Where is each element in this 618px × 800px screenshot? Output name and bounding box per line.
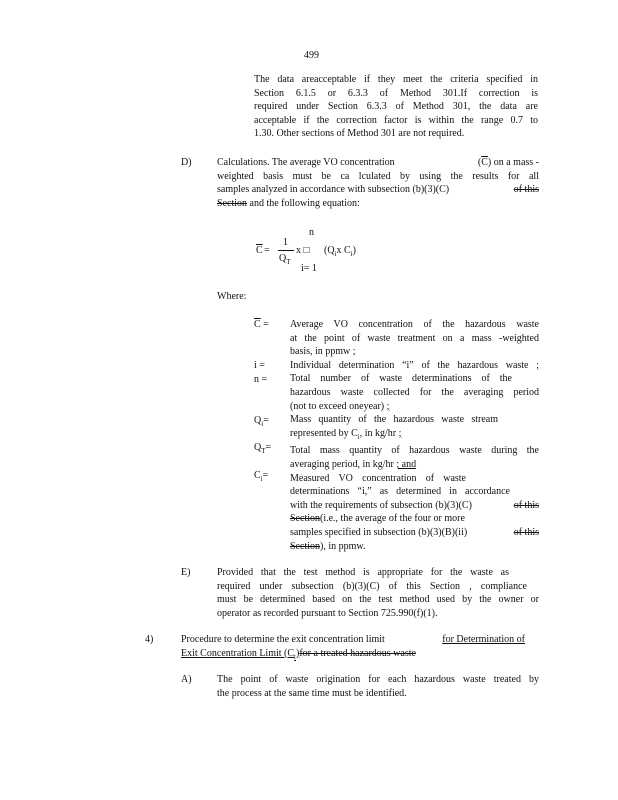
- struck-text: Section: [217, 197, 247, 209]
- paragraph-line: 1.30. Other sections of Method 301 are not required.: [254, 128, 465, 140]
- def-line: with the requirements of subsection (b)(3)(C) of this: [290, 499, 539, 511]
- item-d-label: D): [181, 157, 192, 168]
- paragraph-line: The data areacceptable if they meet the criteria specified in: [254, 74, 538, 85]
- equation-n: n: [309, 227, 314, 238]
- paragraph-data-acceptance: [254, 73, 538, 141]
- paragraph-line: required under Section 6.3.3 of Method 301, the data are: [254, 101, 538, 113]
- equation-c-bar: $\overline{C}$: [256, 245, 263, 256]
- def-line: Individual determination “i” of the hazardous waste ;: [290, 359, 539, 371]
- item-e-label: E): [181, 567, 191, 578]
- equation-denominator: $Q_T$: [279, 253, 291, 266]
- def-line: Section(i.e., the average of the four or more: [290, 513, 465, 525]
- equation-multiply-sum: x □: [296, 245, 310, 256]
- item-d-line: [217, 183, 539, 197]
- def-symbol-qt: $Q_T=$: [254, 442, 272, 455]
- item-d-text: Calculations. The average VO concentration: [217, 157, 395, 168]
- equation-equals: =: [264, 245, 270, 256]
- item-d-body: [217, 156, 539, 210]
- equation-sum-term: ($Q_ix$ $C_i$): [324, 245, 356, 258]
- struck-text: of this: [513, 526, 539, 538]
- def-symbol-ci: $C_i=$: [254, 470, 269, 483]
- item-4-label: 4): [145, 634, 154, 645]
- item-4-line: Procedure to determine the exit concentration limit for Determination of: [181, 634, 525, 645]
- def-line: Average VO concentration of the hazardous waste: [290, 319, 539, 330]
- item-d-line: [217, 197, 539, 211]
- item-d-paren-open: (: [477, 157, 482, 168]
- item-e-body: [217, 566, 539, 620]
- def-symbol-n: n =: [254, 374, 268, 385]
- page-number: 499: [304, 50, 319, 61]
- item-e-line: must be determined based on the test method used by the owner or: [217, 594, 539, 606]
- item-e-line: Provided that the test method is appropriate for the waste as: [217, 567, 509, 578]
- definitions-text: [290, 318, 539, 553]
- def-line: Section), in ppmw.: [290, 540, 366, 552]
- item-4-body: [181, 633, 525, 664]
- item-d-line: weighted basis must be ca lculated by using the results for all: [217, 170, 539, 182]
- equation-numerator: 1: [283, 237, 288, 248]
- fraction-bar: [278, 250, 294, 251]
- struck-text: for a treated hazardous waste: [299, 647, 416, 659]
- item-d-text: and the following equation:: [249, 197, 360, 209]
- item-e-line: required under subsection (b)(3)(C) of this Section , compliance: [217, 580, 527, 592]
- def-line: Mass quantity of the hazardous waste stream: [290, 414, 498, 426]
- item-d-paren-close: ) on a mass -: [487, 157, 539, 168]
- def-line: basis, in ppmw ;: [290, 346, 356, 358]
- paragraph-line: Section 6.1.5 or 6.3.3 of Method 301.If correction is: [254, 87, 538, 99]
- item-a-label: A): [181, 674, 192, 685]
- where-label: Where:: [217, 291, 247, 302]
- item-4-line: Exit Concentration Limit $(C_t)for$ a treated hazardous waste: [181, 647, 416, 661]
- def-symbol-cbar: $\overline{C}$ =: [254, 319, 269, 330]
- struck-text: Section: [290, 513, 320, 525]
- def-line: Total mass quantity of hazardous waste during the: [290, 445, 539, 457]
- item-d-cbar-group: [478, 156, 539, 170]
- def-line: Total number of waste determinations of the: [290, 373, 512, 385]
- item-a-line: The point of waste origination for each hazardous waste treated by: [217, 674, 539, 685]
- item-e-line: operator as recorded pursuant to Section 725.990(f)(1).: [217, 607, 438, 619]
- item-d-line: [217, 156, 539, 170]
- def-line: samples specified in subsection (b)(3)(B)(ii) of this: [290, 526, 539, 538]
- struck-text: of this: [513, 184, 539, 196]
- def-line: represented by $C_i$, in kg/hr ;: [290, 427, 402, 441]
- def-line: determinations “i,” as determined in accordance: [290, 486, 510, 498]
- def-line: (not to exceed oneyear) ;: [290, 400, 390, 412]
- def-line: hazardous waste collected for the averaging period: [290, 386, 539, 398]
- equation-lower-limit: i= 1: [301, 263, 317, 274]
- def-symbol-qi: $Q_i=$: [254, 415, 269, 428]
- equation: [254, 226, 374, 276]
- struck-text: of this: [513, 499, 539, 511]
- item-a-line: the process at the same time must be identified.: [217, 687, 407, 699]
- struck-text: Section: [290, 540, 320, 552]
- paragraph-line: acceptable if the correction factor is within the range 0.7 to: [254, 114, 538, 126]
- item-d-text: samples analyzed in accordance with subsection (b)(3)(C): [217, 184, 450, 196]
- def-line: averaging period, in kg/hr ; and: [290, 458, 417, 470]
- item-a-body: [217, 673, 539, 700]
- def-line: Measured VO concentration of waste: [290, 472, 466, 484]
- def-line: at the point of waste treatment on a mass -weighted: [290, 332, 539, 344]
- c-bar-symbol: $\overline{C}$: [481, 157, 488, 168]
- def-symbol-i: i =: [254, 360, 265, 371]
